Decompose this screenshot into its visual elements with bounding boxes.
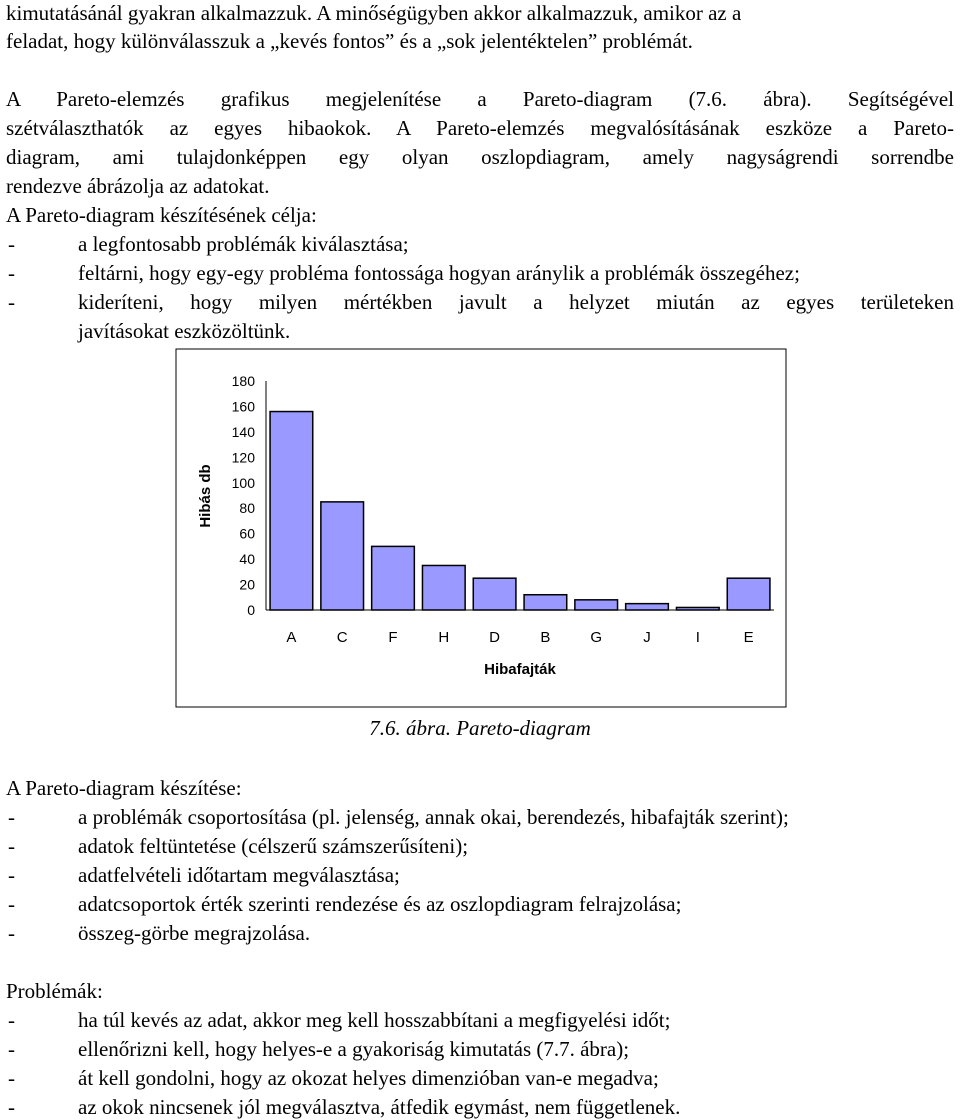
list-dash: -: [8, 261, 15, 285]
x-tick-label: J: [643, 629, 651, 646]
x-tick-label: F: [388, 629, 398, 646]
intro-line-2: feladat, hogy különválasszuk a „kevés fontos” és a „sok jelentéktelen” problémát.: [6, 29, 693, 53]
bar-i: [676, 607, 719, 610]
making-heading: A Pareto-diagram készítése:: [6, 776, 242, 800]
purpose-item-2: feltárni, hogy egy-egy probléma fontossága hogyan aránylik a problémák összegéhez;: [78, 261, 800, 285]
problems-item-3: át kell gondolni, hogy az okozat helyes dimenzióban van-e megadva;: [78, 1066, 659, 1090]
list-dash: -: [8, 232, 15, 256]
chart-frame: [176, 349, 786, 707]
list-dash: -: [8, 805, 15, 829]
y-tick-label: 100: [231, 474, 255, 491]
y-tick-label: 80: [239, 500, 255, 517]
intro-line-6: rendezve ábrázolja az adatokat.: [6, 174, 270, 198]
x-tick-label: E: [743, 629, 754, 646]
problems-item-4: az okok nincsenek jól megválasztva, átfedik egymást, nem függetlenek.: [78, 1095, 681, 1119]
x-tick-label: G: [590, 629, 603, 646]
list-dash: -: [8, 863, 15, 887]
purpose-item-1: a legfontosabb problémák kiválasztása;: [78, 232, 409, 256]
y-tick-label: 140: [231, 423, 255, 440]
x-tick-label: H: [438, 629, 450, 646]
making-item-5: összeg-görbe megrajzolása.: [78, 921, 311, 945]
bar-c: [321, 502, 364, 610]
bar-h: [422, 565, 465, 610]
list-dash: -: [8, 290, 15, 314]
purpose-item-3-cont: javításokat eszközöltünk.: [78, 319, 291, 343]
list-dash: -: [8, 1095, 15, 1119]
intro-line-4: szétválaszthatók az egyes hibaokok. A Pareto-elemzés megvalósításának eszköze a Pareto-: [6, 116, 954, 140]
making-item-4: adatcsoportok érték szerinti rendezése és az oszlopdiagram felrajzolása;: [78, 892, 682, 916]
bar-f: [372, 546, 415, 610]
figure-caption: 7.6. ábra. Pareto-diagram: [369, 716, 591, 740]
x-tick-label: I: [695, 629, 700, 646]
problems-item-2: ellenőrizni kell, hogy helyes-e a gyakoriság kimutatás (7.7. ábra);: [78, 1037, 630, 1061]
problems-heading: Problémák:: [6, 979, 103, 1003]
list-dash: -: [8, 921, 15, 945]
x-axis-title: Hibafajták: [484, 661, 556, 678]
bar-g: [575, 600, 618, 610]
y-tick-label: 20: [239, 576, 255, 593]
purpose-item-3: kideríteni, hogy milyen mértékben javult a helyzet miután az egyes területeken: [78, 290, 954, 314]
intro-line-1: kimutatásánál gyakran alkalmazzuk. A minőségügyben akkor alkalmazzuk, amikor az a: [6, 1, 742, 25]
purpose-heading: A Pareto-diagram készítésének célja:: [6, 203, 317, 227]
x-tick-label: A: [286, 629, 297, 646]
y-tick-label: 120: [231, 449, 255, 466]
x-tick-label: C: [336, 629, 348, 646]
y-tick-label: 60: [239, 525, 255, 542]
making-item-2: adatok feltüntetése (célszerű számszerűsíteni);: [78, 834, 469, 858]
making-item-1: a problémák csoportosítása (pl. jelenség, annak okai, berendezés, hibafajták szerint);: [78, 805, 789, 829]
list-dash: -: [8, 892, 15, 916]
list-dash: -: [8, 1008, 15, 1032]
intro-line-3: A Pareto-elemzés grafikus megjelenítése a Pareto-diagram (7.6. ábra). Segítségével: [6, 87, 954, 111]
list-dash: -: [8, 1037, 15, 1061]
x-tick-label: B: [540, 629, 551, 646]
y-tick-label: 160: [231, 398, 255, 415]
problems-item-1: ha túl kevés az adat, akkor meg kell hosszabbítani a megfigyelési időt;: [78, 1008, 671, 1032]
bar-a: [270, 412, 313, 610]
bar-j: [626, 604, 669, 610]
y-tick-label: 0: [247, 602, 255, 618]
bar-d: [473, 578, 516, 610]
bar-e: [727, 578, 770, 610]
bar-b: [524, 595, 567, 610]
list-dash: -: [8, 834, 15, 858]
intro-line-5: diagram, ami tulajdonképpen egy olyan oszlopdiagram, amely nagyságrendi sorrendbe: [6, 145, 954, 169]
y-axis-title: Hibás db: [197, 464, 214, 528]
list-dash: -: [8, 1066, 15, 1090]
y-tick-label: 180: [231, 373, 255, 389]
x-tick-label: D: [489, 629, 501, 646]
making-item-3: adatfelvételi időtartam megválasztása;: [78, 863, 400, 887]
y-tick-label: 40: [239, 551, 255, 568]
